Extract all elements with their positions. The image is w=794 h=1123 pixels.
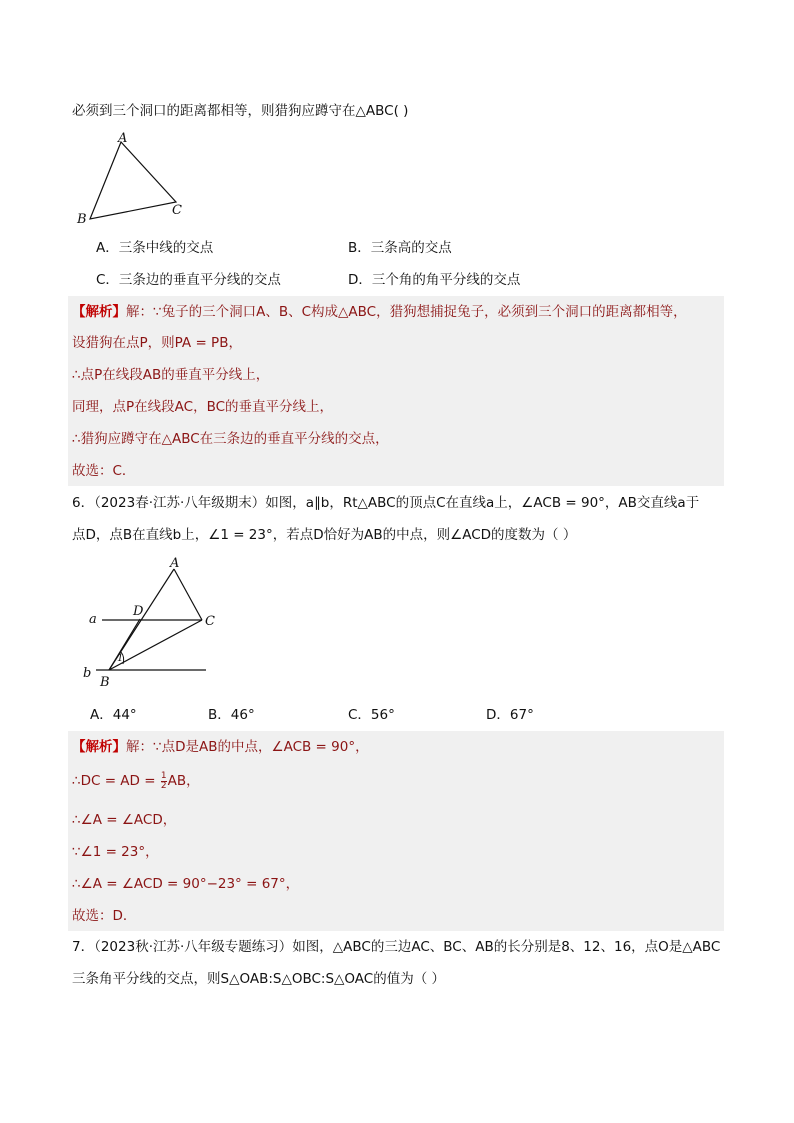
label-1: 1 (117, 653, 124, 664)
segment-AC (174, 569, 202, 620)
q5-option-c[interactable]: C．三条边的垂直平分线的交点 (96, 272, 281, 288)
q6-solution-line-5: ∴∠A = ∠ACD = 90°−23° = 67°， (72, 876, 300, 892)
label-D: D (133, 604, 144, 619)
q5-solution-line-5: ∴猎狗应蹲守在△ABC在三条边的垂直平分线的交点， (72, 431, 389, 447)
q6-solution-line-1: 【解析】解：∵点D是AB的中点，∠ACB = 90°， (72, 739, 369, 755)
label-B: B (77, 212, 87, 226)
q6-answer: 故选：D． (72, 908, 137, 924)
q6-option-a[interactable]: A．44° (90, 707, 137, 723)
q7-stem-line-2: 三条角平分线的交点，则S△OAB:S△OBC:S△OAC的值为（ ） (72, 971, 446, 987)
q5-option-a[interactable]: A．三条中线的交点 (96, 240, 214, 256)
q5-solution-box (68, 296, 724, 486)
q6-solution-line-2: ∴DC = AD = $\frac{1}{2}$ AB， (72, 770, 200, 791)
segment-CD (109, 619, 140, 670)
q7-stem-line-1: 7．（2023秋·江苏·八年级专题练习）如图，△ABC的三边AC、BC、AB的长分别是8、12、16，点O是△ABC (72, 939, 721, 955)
q6-stem-line-2: 点D，点B在直线b上，∠1 = 23°，若点D恰好为AB的中点，则∠ACD的度数为（ ） (72, 527, 577, 543)
triangle-abc (90, 142, 176, 219)
q5-option-b[interactable]: B．三条高的交点 (348, 240, 452, 256)
label-A: A (118, 131, 128, 146)
q6-stem-line-1: 6．（2023春·江苏·八年级期末）如图，a∥b，Rt△ABC的顶点C在直线a上，∠ACB = 90°，AB交直线a于 (72, 495, 700, 511)
q6-solution-box (68, 731, 724, 931)
label-a: a (89, 612, 97, 627)
q6-parallel-lines-figure (78, 553, 228, 693)
q5-answer: 故选：C． (72, 463, 136, 479)
q5-stem: 必须到三个洞口的距离都相等，则猎狗应蹲守在△ABC( ) (72, 103, 409, 119)
q6-option-b[interactable]: B．46° (208, 707, 255, 723)
label-A: A (170, 556, 180, 571)
q6-option-d[interactable]: D．67° (486, 707, 534, 723)
label-C: C (172, 203, 182, 218)
q5-solution-line-2: 设猎狗在点P，则PA = PB， (72, 335, 242, 351)
label-C: C (205, 614, 215, 629)
label-b: b (83, 666, 92, 681)
q6-solution-line-4: ∵∠1 = 23°， (72, 844, 159, 860)
q6-option-c[interactable]: C．56° (348, 707, 395, 723)
q5-solution-line-3: ∴点P在线段AB的垂直平分线上， (72, 367, 270, 383)
q6-solution-line-3: ∴∠A = ∠ACD， (72, 812, 177, 828)
fraction-one-half: $\frac{1}{2}$ (160, 770, 167, 791)
q5-option-d[interactable]: D．三个角的角平分线的交点 (348, 272, 521, 288)
q5-solution-line-4: 同理，点P在线段AC，BC的垂直平分线上， (72, 399, 334, 415)
q5-triangle-figure (72, 130, 192, 226)
solution-tag: 【解析】 (72, 739, 126, 755)
label-B: B (100, 675, 110, 690)
q5-solution-line-1: 【解析】解：∵兔子的三个洞口A、B、C构成△ABC，猎狗想捕捉兔子，必须到三个洞口的距离都相等， (72, 304, 687, 320)
solution-tag: 【解析】 (72, 304, 126, 320)
